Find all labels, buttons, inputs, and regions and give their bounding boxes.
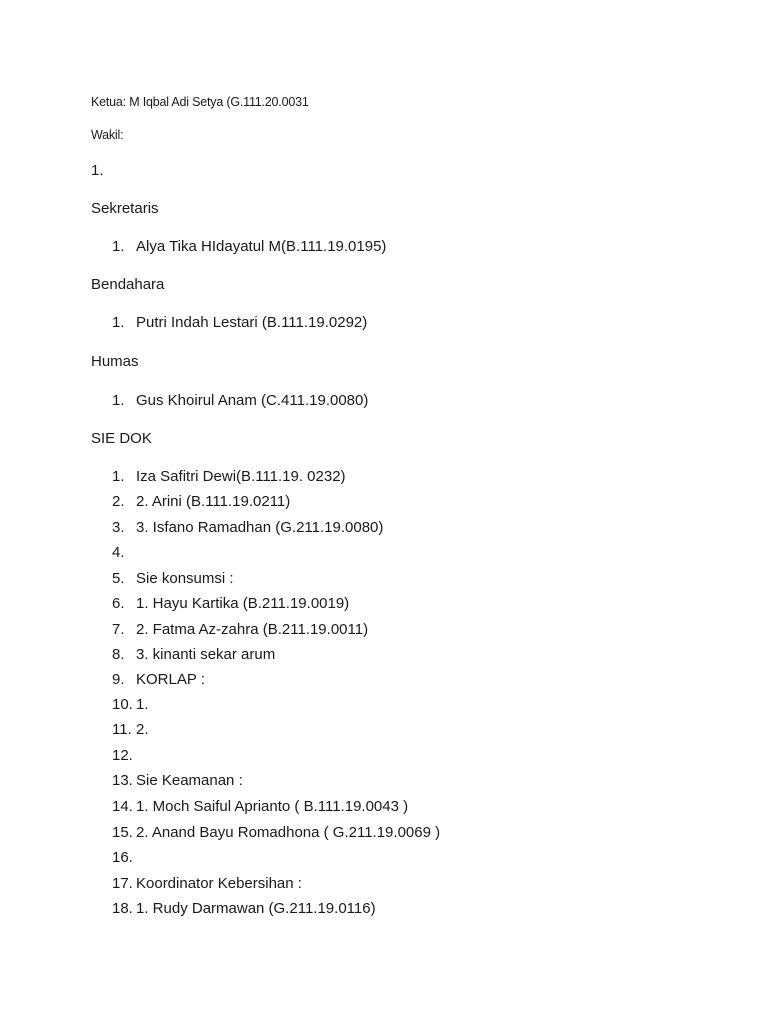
list-text: 3. kinanti sekar arum — [136, 646, 276, 663]
list-item — [112, 468, 346, 485]
list-number: 12. — [112, 747, 133, 764]
list-text: 2. — [136, 721, 149, 738]
list-item — [112, 798, 408, 815]
list-text: 1. — [136, 696, 149, 713]
list-item — [112, 519, 383, 536]
list-number: 18. — [112, 900, 133, 917]
list-text: Gus Khoirul Anam (C.411.19.0080) — [136, 392, 369, 409]
list-item — [112, 621, 368, 638]
list-item — [112, 875, 302, 892]
list-item — [112, 238, 386, 255]
list-item — [112, 570, 234, 587]
ketua-line: Ketua: M Iqbal Adi Setya (G.111.20.0031 — [91, 95, 309, 109]
list-number: 1. — [112, 238, 125, 255]
list-number: 10. — [112, 696, 133, 713]
list-text: Putri Indah Lestari (B.111.19.0292) — [136, 314, 368, 331]
list-text: Sie konsumsi : — [136, 570, 234, 587]
list-number: 16. — [112, 849, 133, 866]
list-item — [112, 721, 149, 738]
list-text: 2. Fatma Az-zahra (B.211.19.0011) — [136, 621, 369, 638]
list-item — [112, 849, 136, 866]
list-item — [112, 696, 149, 713]
list-item — [112, 595, 349, 612]
list-item — [112, 646, 275, 663]
list-text: 1. Moch Saiful Aprianto ( B.111.19.0043 ) — [136, 798, 409, 815]
list-number: 5. — [112, 570, 125, 587]
list-number: 8. — [112, 646, 125, 663]
list-number: 1. — [112, 392, 125, 409]
wakil-number: 1. — [91, 162, 104, 179]
list-item — [112, 392, 368, 409]
list-number: 9. — [112, 671, 125, 688]
list-item — [112, 314, 367, 331]
list-number: 1. — [112, 314, 125, 331]
list-item — [112, 671, 205, 688]
list-item — [112, 900, 376, 917]
list-number: 6. — [112, 595, 125, 612]
list-text: 1. Hayu Kartika (B.211.19.0019) — [136, 595, 350, 612]
list-text: 3. Isfano Ramadhan (G.211.19.0080) — [136, 519, 384, 536]
list-number: 17. — [112, 875, 133, 892]
list-number: 4. — [112, 544, 125, 561]
list-number: 7. — [112, 621, 125, 638]
list-text: 2. Arini (B.111.19.0211) — [136, 493, 291, 510]
list-text: Alya Tika HIdayatul M(B.111.19.0195) — [136, 238, 387, 255]
list-number: 1. — [112, 468, 125, 485]
wakil-label: Wakil: — [91, 128, 124, 142]
list-item — [112, 493, 290, 510]
list-number: 2. — [112, 493, 125, 510]
bendahara-heading: Bendahara — [91, 276, 165, 293]
list-text: 1. Rudy Darmawan (G.211.19.0116) — [136, 900, 376, 917]
list-text: KORLAP : — [136, 671, 205, 688]
list-number: 13. — [112, 772, 133, 789]
sekretaris-heading: Sekretaris — [91, 200, 159, 217]
list-item — [112, 824, 440, 841]
list-item — [112, 772, 243, 789]
sie-dok-heading: SIE DOK — [91, 430, 152, 447]
list-text: 2. Anand Bayu Romadhona ( G.211.19.0069 ) — [136, 824, 441, 841]
list-number: 11. — [112, 721, 132, 738]
list-item — [112, 747, 136, 764]
list-number: 15. — [112, 824, 133, 841]
list-text: Sie Keamanan : — [136, 772, 243, 789]
list-number: 3. — [112, 519, 125, 536]
humas-heading: Humas — [91, 353, 139, 370]
list-item — [112, 544, 136, 561]
list-text: Iza Safitri Dewi(B.111.19. 0232) — [136, 468, 346, 485]
list-text: Koordinator Kebersihan : — [136, 875, 302, 892]
list-number: 14. — [112, 798, 133, 815]
